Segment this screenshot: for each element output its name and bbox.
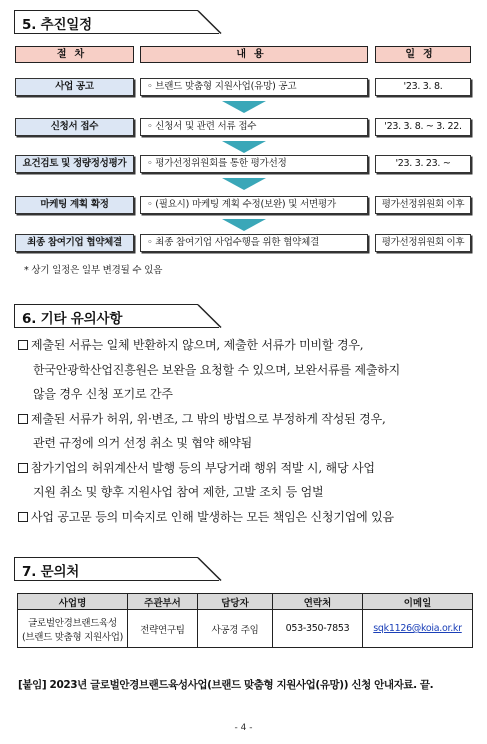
flow-header-schedule: 일정	[375, 46, 471, 63]
notice-item-1-line: 제출된 서류는 일체 반환하지 않으며, 제출한 서류가 미비할 경우,	[18, 333, 478, 358]
department-cell: 전략연구팀	[128, 610, 198, 648]
step-date: '23. 3. 8.	[375, 78, 471, 96]
section5-title: 5. 추진일정	[22, 17, 92, 33]
step-date: 평가선정위원회 이후	[375, 234, 471, 252]
step-name: 신청서 접수	[15, 118, 134, 136]
step-name: 마케팅 계획 확정	[15, 196, 134, 214]
flow-header-content: 내용	[140, 46, 368, 63]
step-desc: ◦ (필요시) 마케팅 계획 수정(보완) 및 서면평가	[140, 196, 368, 214]
step-desc: ◦ 브랜드 맞춤형 지원사업(유망) 공고	[140, 78, 368, 96]
program-name-cell	[18, 610, 128, 648]
section5-tab-slant	[192, 10, 222, 34]
program-name-line1: 글로벌안경브랜드육성	[28, 617, 117, 629]
contact-table	[17, 593, 473, 648]
notice-item-1-line: 않을 경우 신청 포기로 간주	[33, 387, 173, 401]
down-arrow-icon	[222, 101, 266, 113]
notice-item-2-line: 제출된 서류가 허위, 위·변조, 그 밖의 방법으로 부정하게 작성된 경우,	[18, 407, 478, 432]
table-header-row	[18, 594, 473, 610]
page-number: - 4 -	[234, 723, 253, 733]
notice-item-3-line: 참가기업의 허위계산서 발행 등의 부당거래 행위 적발 시, 해당 사업	[18, 456, 478, 481]
checkbox-bullet-icon	[18, 463, 28, 473]
email-cell	[363, 610, 473, 648]
column-header: 담당자	[198, 594, 273, 610]
step-name: 사업 공고	[15, 78, 134, 96]
section6-header	[14, 304, 219, 328]
step-date: '23. 3. 23. ~	[375, 155, 471, 173]
down-arrow-icon	[222, 141, 266, 153]
checkbox-bullet-icon	[18, 340, 28, 350]
notice-item-3-line: 지원 취소 및 향후 지원사업 참여 제한, 고발 조치 등 엄벌	[33, 485, 324, 499]
section6-title: 6. 기타 유의사항	[22, 311, 123, 327]
column-header: 연락처	[273, 594, 363, 610]
checkbox-bullet-icon	[18, 414, 28, 424]
step-desc: ◦ 최종 참여기업 사업수행을 위한 협약체결	[140, 234, 368, 252]
schedule-note: * 상기 일정은 일부 변경될 수 있음	[24, 265, 163, 276]
down-arrow-icon	[222, 219, 266, 231]
column-header: 사업명	[18, 594, 128, 610]
program-name-line2: (브랜드 맞춤형 지원사업)	[21, 631, 124, 643]
notice-item-4-line: 사업 공고문 등의 미숙지로 인해 발생하는 모든 책임은 신청기업에 있음	[18, 505, 478, 530]
step-desc: ◦ 평가선정위원회를 통한 평가선정	[140, 155, 368, 173]
section5-header	[14, 10, 219, 34]
notice-item-1-line: 한국안광학산업진흥원은 보완을 요청할 수 있으며, 보완서류를 제출하지	[33, 362, 401, 377]
checkbox-bullet-icon	[18, 512, 28, 522]
attachment-note: [붙임] 2023년 글로벌안경브랜드육성사업(브랜드 맞춤형 지원사업(유망)) 신청 안내자료. 끝.	[18, 679, 434, 691]
section7-tab-slant	[192, 557, 222, 581]
notice-item-2-line: 관련 규정에 의거 선정 취소 및 협약 해약됨	[33, 436, 252, 450]
section7-header	[14, 557, 219, 581]
email-link[interactable]: sqk1126@koia.or.kr	[373, 623, 462, 634]
contact-person-cell: 사공경 주임	[198, 610, 273, 648]
table-row	[18, 610, 473, 648]
section6-tab-slant	[192, 304, 222, 328]
down-arrow-icon	[222, 178, 266, 190]
column-header: 이메일	[363, 594, 473, 610]
step-name: 요건검토 및 정량정성평가	[15, 155, 134, 173]
step-date: 평가선정위원회 이후	[375, 196, 471, 214]
flow-header-procedure: 절차	[15, 46, 134, 63]
phone-cell: 053-350-7853	[273, 610, 363, 648]
step-desc: ◦ 신청서 및 관련 서류 접수	[140, 118, 368, 136]
section7-title: 7. 문의처	[22, 564, 80, 580]
step-date: '23. 3. 8. ~ 3. 22.	[375, 118, 471, 136]
notice-list	[18, 333, 478, 529]
column-header: 주관부서	[128, 594, 198, 610]
step-name: 최종 참여기업 협약체결	[15, 234, 134, 252]
